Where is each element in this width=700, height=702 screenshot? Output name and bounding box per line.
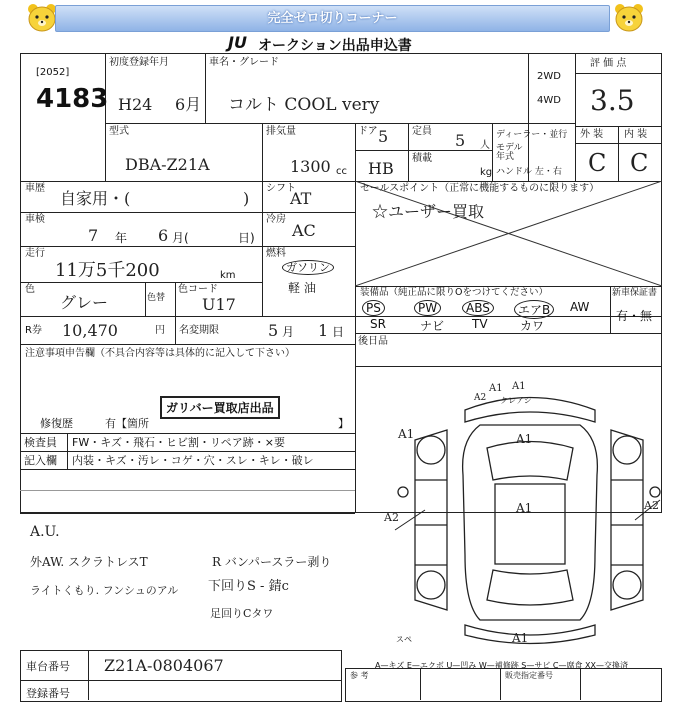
shift-label: シフト [266, 183, 296, 194]
color-label: 色 [25, 284, 35, 295]
name-change-month-unit: 月 [282, 325, 295, 339]
remark-5: 下回りS - 錆c [208, 579, 289, 594]
diagram-mark-right: A2 [644, 499, 659, 512]
diagram-mark-roof: A1 [516, 501, 533, 515]
color-value: グレー [60, 293, 109, 312]
displacement-value: 1300 [290, 157, 331, 176]
banner [0, 0, 700, 36]
drive-2wd: 2WD [537, 71, 561, 82]
inspection-year-unit: 年 [115, 231, 128, 245]
equipment-aw: AW [570, 300, 590, 314]
sales-point-label: セールスポイント（正常に機能するものに限ります） [360, 183, 600, 194]
diagram-mark-left: A1 [398, 427, 415, 441]
chassis-number: Z21A-0804067 [104, 656, 224, 675]
recycle-value: 10,470 [62, 321, 118, 340]
load-unit: kg [480, 167, 493, 178]
handle-label: ハンドル 左・右 [496, 167, 562, 177]
ac-label: 冷房 [266, 214, 286, 225]
checker-row-1: FW・キズ・飛石・ヒビ割・リペア跡・×要 [72, 436, 285, 449]
model-value: DBA-Z21A [125, 155, 210, 174]
exterior-label: 外 装 [580, 129, 604, 140]
repair-value: 有【箇所 [105, 417, 149, 430]
remark-1: A.U. [30, 524, 60, 540]
form-title: オークション出品申込書 [258, 38, 412, 54]
gulliver-stamp: ガリバー買取店出品 [160, 396, 280, 419]
checker-label-2: 記入欄 [24, 454, 57, 467]
banner-title: 完全ゼロ切りコーナー [267, 11, 398, 26]
color-change-label: 色替 [147, 293, 166, 303]
dealer-number-label: 販売指定番号 [505, 671, 553, 680]
doors-label: ドア [358, 126, 378, 137]
ju-logo: JU [228, 33, 247, 52]
load-label: 積載 [412, 153, 432, 164]
diagram-mark-top-2: A1 [512, 381, 526, 392]
diagram-mark-rear: A1 [512, 631, 529, 645]
fuel-label: 燃料 [266, 248, 286, 259]
lot-code: [2052] [36, 67, 70, 78]
repair-label: 修復歴 [40, 417, 73, 430]
chassis-label: 車台番号 [26, 660, 70, 673]
displacement-unit: cc [336, 166, 347, 177]
mileage-label: 走行 [25, 248, 45, 259]
inspection-day-unit: 日) [238, 231, 255, 245]
diagram-mark-top-1: A1 [489, 383, 503, 394]
checker-row-2: 内装・キズ・汚レ・コゲ・穴・スレ・キレ・破レ [72, 454, 314, 467]
equipment-ps: PS [362, 300, 385, 316]
dealer-label: ディーラー・並行 [496, 130, 568, 140]
mileage-value: 11万5千200 [55, 260, 160, 281]
shift-value: AT [290, 189, 312, 208]
category-label: 車歴 [25, 183, 45, 194]
diagram-mark-left-door: A2 [384, 511, 399, 524]
diagram-spare: スペ [396, 635, 412, 644]
registration-label: 初度登録年月 [109, 57, 169, 68]
diagram-top-note: クレアシ [500, 396, 532, 405]
notes-label: 注意事項申告欄（不具合内容等は具体的に記入して下さい） [25, 348, 295, 359]
ac-value: AC [292, 221, 316, 240]
capacity-label: 定員 [412, 126, 432, 137]
registration-year: H24 [118, 95, 153, 114]
remark-6: 足回りCタワ [210, 607, 274, 620]
score-value: 3.5 [590, 84, 635, 117]
bear-mascot-icon [25, 3, 59, 33]
inspection-month-unit: 月( [172, 231, 189, 245]
body-type: HB [368, 159, 394, 178]
lot-number: 4183 [36, 84, 109, 114]
color-code-label: 色コード [178, 284, 218, 295]
exterior-grade: C [588, 149, 607, 177]
displacement-label: 排気量 [266, 126, 296, 137]
mileage-unit: km [220, 270, 236, 281]
category-close: ) [243, 189, 250, 208]
recycle-unit: 円 [155, 325, 165, 336]
equipment-tv: TV [472, 317, 488, 331]
equipment-navi: ナビ [420, 319, 445, 333]
equipment-pw: PW [414, 300, 441, 316]
vehicle-name: コルト COOL very [228, 95, 380, 115]
warranty-label: 新車保証書 [612, 288, 658, 298]
inspection-month: 6 [158, 226, 169, 245]
model-label: 型式 [109, 126, 129, 137]
name-change-day: 1 [318, 321, 329, 340]
dealer-number-box [345, 668, 662, 702]
equipment-label: 装備品（純正品に限りOをつけてください） [360, 287, 548, 298]
drive-4wd: 4WD [537, 95, 561, 106]
model-year-label: モデル年式 [496, 143, 523, 162]
inspection-year: 7 [88, 226, 99, 245]
name-change-day-unit: 日 [332, 325, 345, 339]
remark-3: ライトくもり. フンシュのアル [30, 584, 179, 597]
fuel-value: ガソリン [282, 262, 334, 274]
repair-close: 】 [338, 417, 349, 430]
doors-value: 5 [378, 127, 389, 146]
equipment-abs: ABS [462, 300, 494, 316]
score-label: 評 価 点 [590, 58, 627, 69]
inspection-label: 車検 [25, 214, 45, 225]
color-code: U17 [202, 295, 236, 314]
arrival-label: 後日品 [358, 336, 388, 347]
registration-number-label: 登録番号 [26, 687, 70, 700]
checker-label-1: 検査員 [24, 436, 57, 449]
registration-month: 6月 [175, 95, 202, 114]
bear-mascot-icon [612, 3, 646, 33]
sales-point-text: ☆ユーザー買取 [372, 202, 485, 221]
recycle-label: R券 [25, 325, 42, 336]
fuel-alt: 軽 油 [288, 281, 316, 295]
sales-point-crossout [355, 181, 662, 286]
equipment-leather: カワ [520, 319, 545, 333]
interior-label: 内 装 [624, 129, 648, 140]
interior-grade: C [630, 149, 649, 177]
remark-2: 外AW. スクラトレスT [30, 555, 148, 569]
reference-label: 参 考 [350, 671, 369, 680]
diagram-mark-hood: A1 [516, 432, 533, 446]
category-value: 自家用・( [60, 189, 131, 208]
damage-legend: A—キズ E—エクボ U—凹み W—補修跡 S—サビ C—腐食 XX—交換済 [375, 661, 629, 670]
equipment-airbag: エアB [514, 300, 554, 319]
name-change-month: 5 [268, 321, 279, 340]
remark-4: R バンパースラー剥り [212, 555, 332, 569]
vehicle-label: 車名・グレード [209, 57, 279, 68]
name-change-label: 名変期限 [179, 325, 219, 336]
capacity-unit: 人 [480, 140, 490, 151]
capacity-value: 5 [455, 131, 466, 150]
diagram-mark-top-3: A2 [474, 393, 487, 403]
warranty-value: 有・無 [616, 309, 653, 323]
equipment-sr: SR [370, 317, 386, 331]
